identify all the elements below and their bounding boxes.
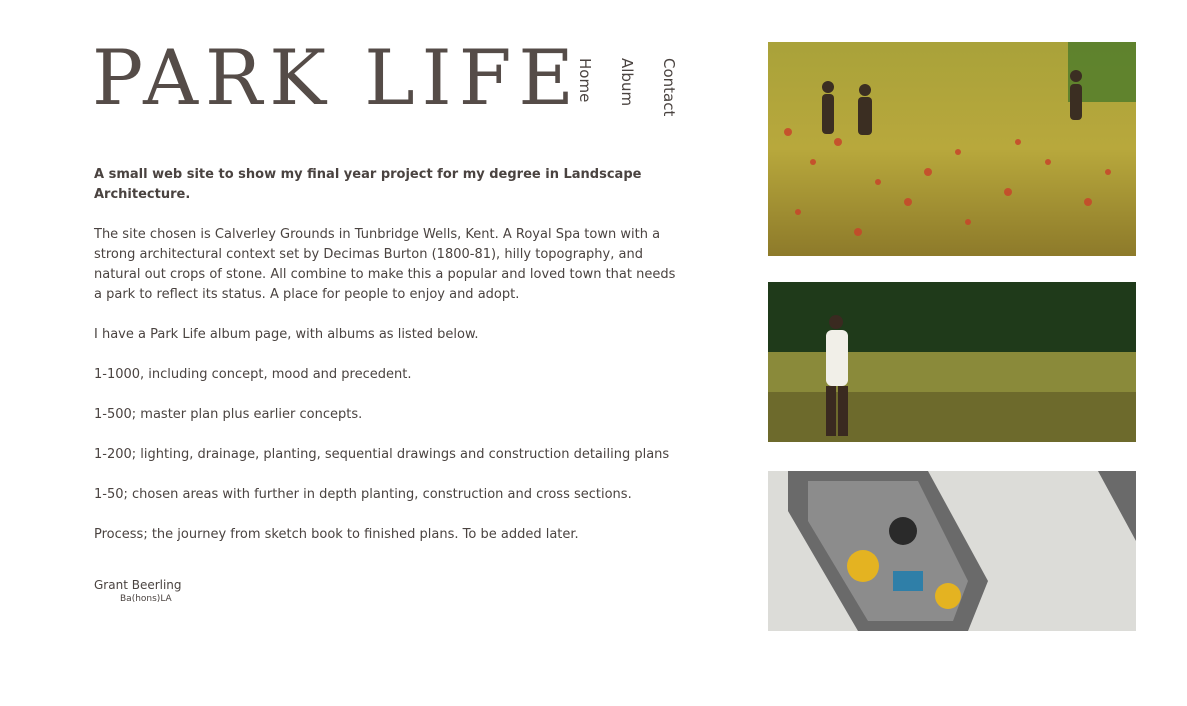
author-name: Grant Beerling [94,578,182,592]
album-item-500: 1-500; master plan plus earlier concepts. [94,407,363,422]
nav-contact-link[interactable]: Contact [660,58,678,117]
album-intro: I have a Park Life album page, with albums as listed below. [94,327,479,342]
album-item-200: 1-200; lighting, drainage, planting, sequential drawings and construction detailing plans [94,447,670,462]
intro-text [94,165,679,565]
author-credentials: Ba(hons)LA [120,594,172,604]
album-item-50: 1-50; chosen areas with further in depth planting, construction and cross sections. [94,487,632,502]
aerial-seating-photo [768,471,1136,631]
album-item-1000: 1-1000, including concept, mood and precedent. [94,367,412,382]
lead-paragraph: A small web site to show my final year project for my degree in Landscape Architecture. [94,167,642,202]
site-logo: PARK LIFE [92,33,581,122]
album-item-process: Process; the journey from sketch book to finished plans. To be added later. [94,527,579,542]
nav-album-link[interactable]: Album [618,58,636,107]
hedge-photo [768,282,1136,442]
nav-home-link[interactable]: Home [576,58,594,103]
meadow-photo [768,42,1136,256]
site-description: The site chosen is Calverley Grounds in Tunbridge Wells, Kent. A Royal Spa town with a strong architectural context set by Decimas Burton (1800-81), hilly topography, and natural out crops of stone. All combine to make this a popular and loved town that needs a park to reflect its status. A place for people to enjoy and adopt. [94,227,676,302]
signature [94,577,182,605]
